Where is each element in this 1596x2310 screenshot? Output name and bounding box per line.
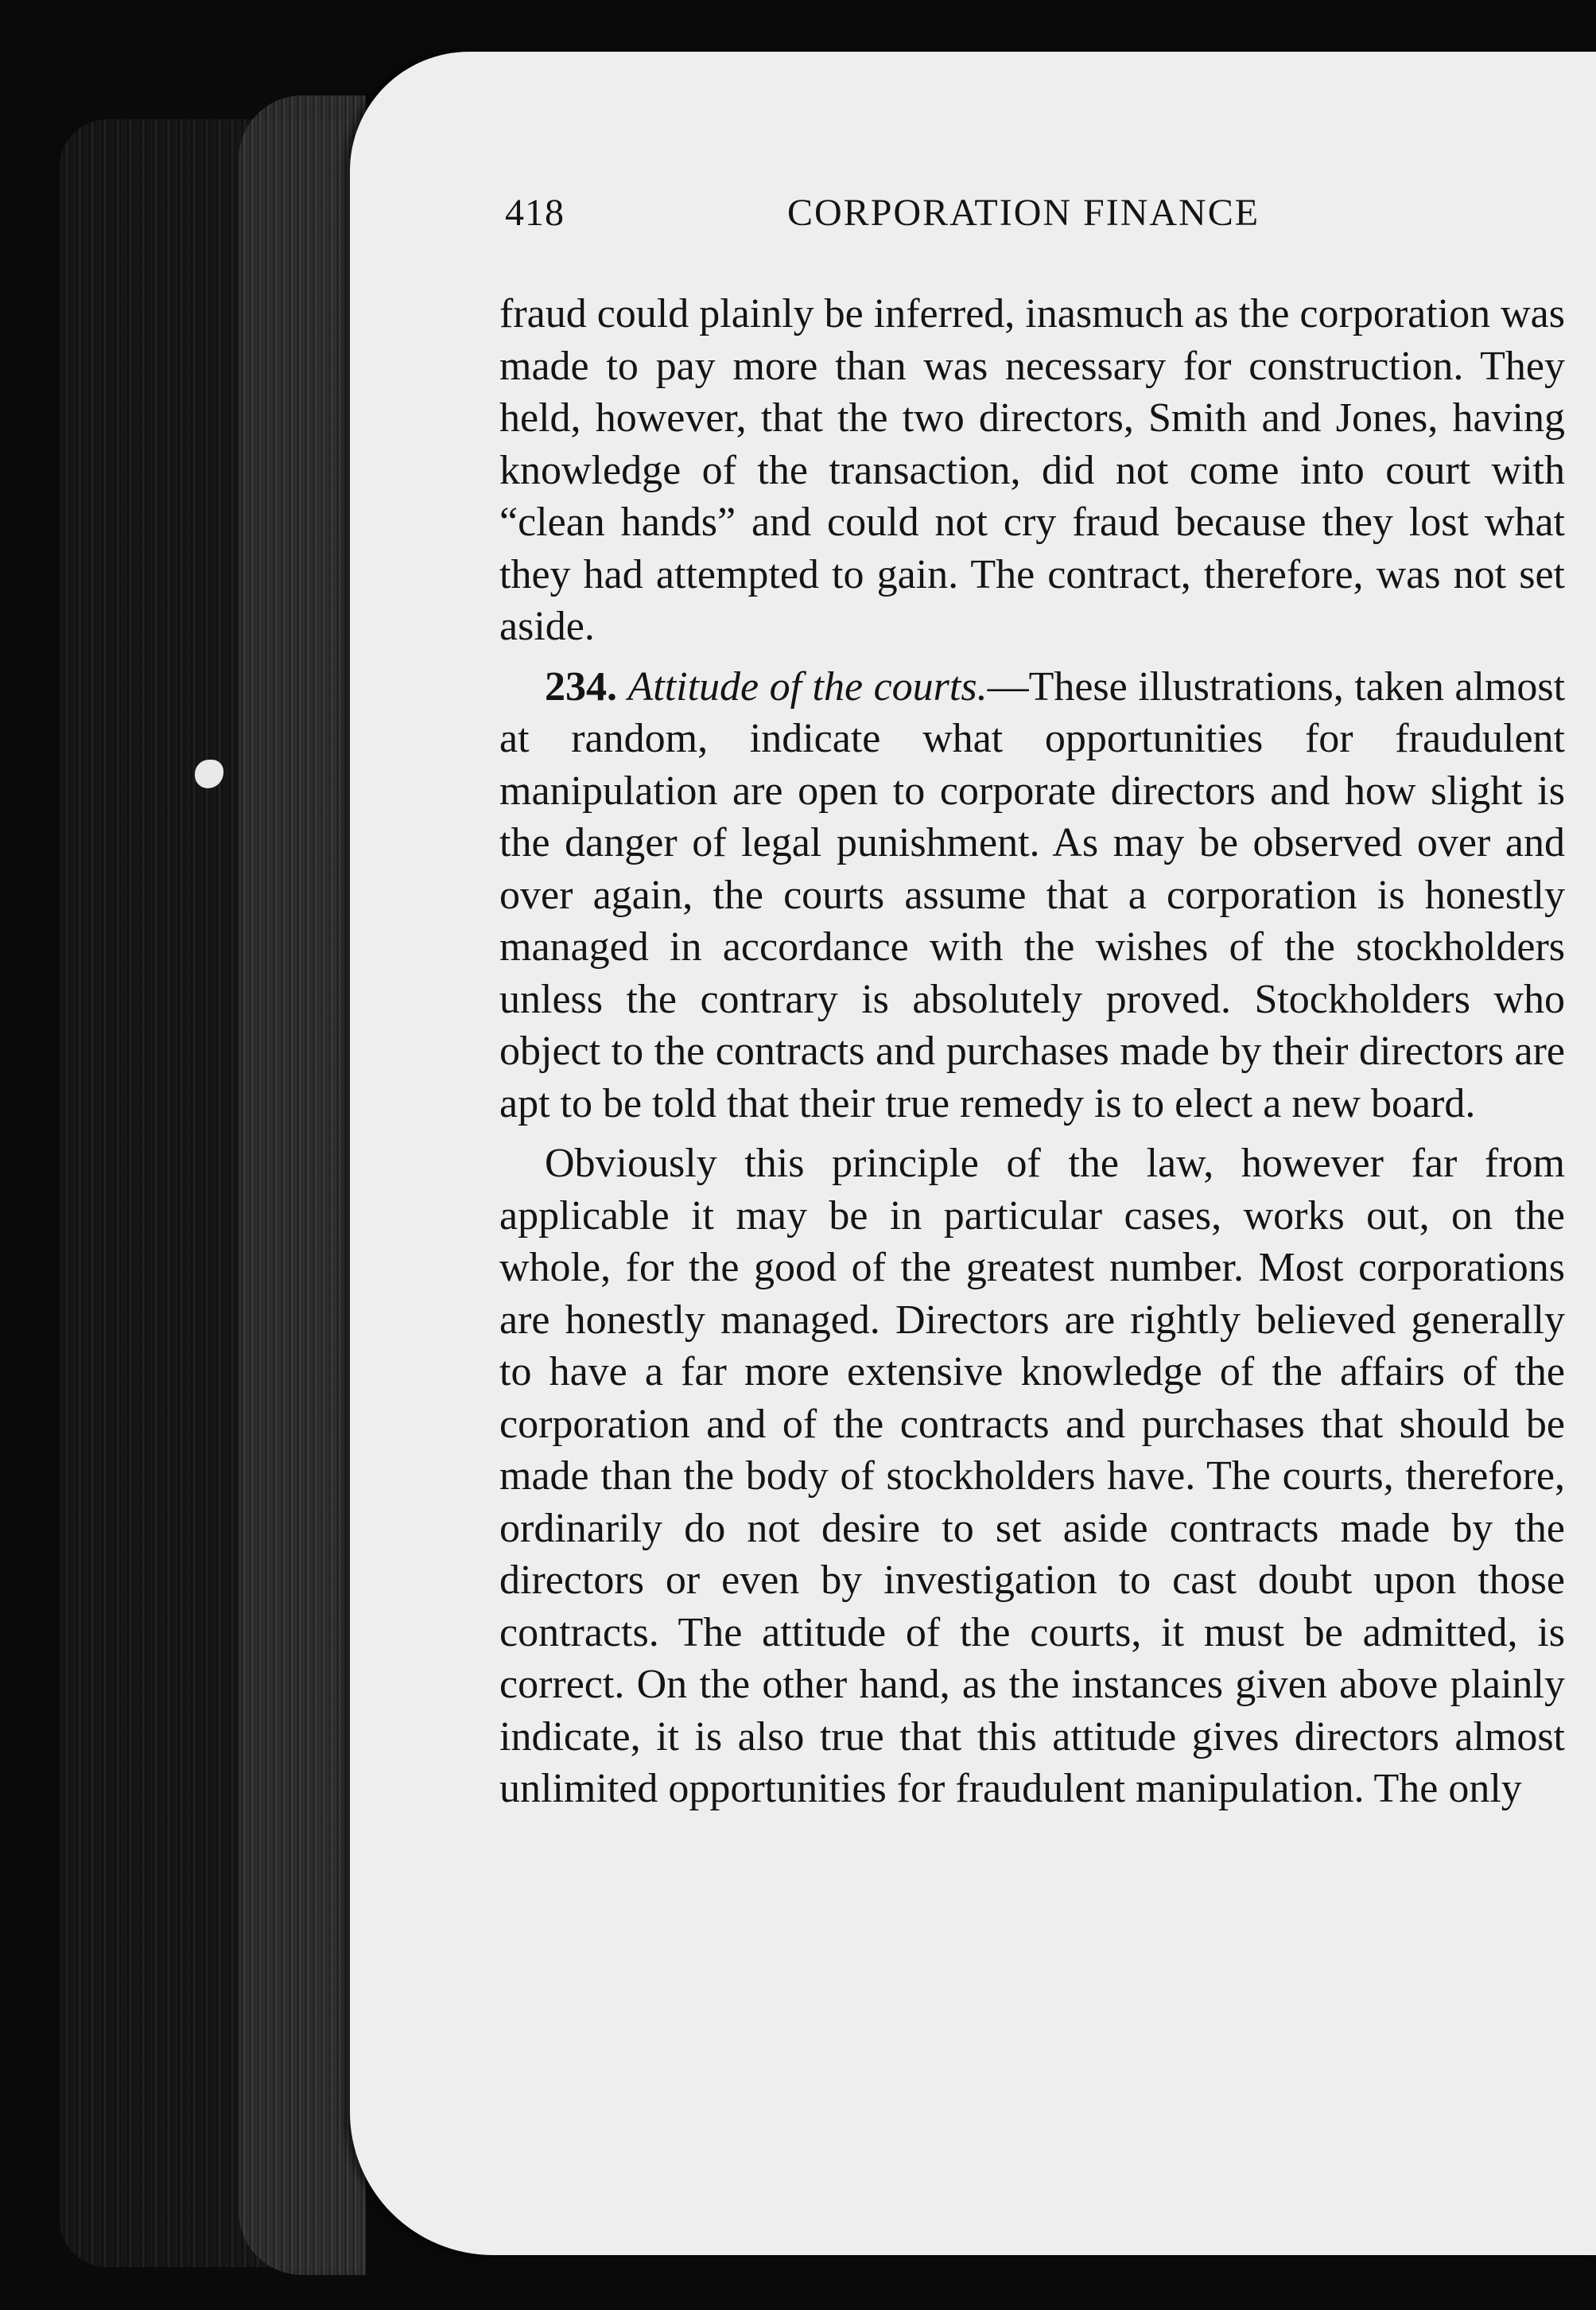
book-page-edges-highlight <box>239 95 366 2275</box>
running-head <box>505 191 1300 247</box>
page-number: 418 <box>505 192 565 234</box>
section-body: —These illustrations, taken almost at random, indicate what opportunities for fraudulent manipulation are open to corporate directors and how slight is the danger of legal punishment. As may be observed over and over again, the courts assume that a corporation is honestly managed in accordance with the wishes of the stockholders unless the contrary is absolutely proved. Stockholders who object to the contracts and purchases made by their directors are apt to be told that their true remedy is to elect a new board. <box>499 663 1566 1126</box>
paragraph-obviously: Obviously this principle of the law, however far from applicable it may be in particular cases, works out, on the whole, for the good of the greatest number. Most corporations are honestly managed. Directors are rightly believed generally to have a far more extensive knowledge of the affairs of the corporation and of the contracts and purchases that should be made than the body of stockholders have. The courts, therefore, ordinarily do not desire to set aside contracts made by the directors or even by investigation to cast doubt upon those contracts. The attitude of the courts, it must be admitted, is correct. On the other hand, as the instances given above plainly indicate, it is also true that this attitude gives directors almost unlimited opportunities for fraudulent manipulation. The only <box>499 1141 1565 1811</box>
body-text <box>499 288 1565 1823</box>
paragraph-section-234 <box>499 661 1565 1130</box>
section-title: Attitude of the courts. <box>627 663 988 710</box>
running-title: CORPORATION FINANCE <box>787 192 1260 234</box>
section-number: 234. <box>545 663 617 710</box>
paragraph-continued: fraud could plainly be inferred, inasmuch as the corporation was made to pay more than was necessary for construction. They held, however, that the two directors, Smith and Jones, having knowledge of the transaction, did not come into court with “clean hands” and could not cry fraud because they lost what they had attempted to gain. The contract, therefore, was not set aside. <box>499 291 1565 649</box>
